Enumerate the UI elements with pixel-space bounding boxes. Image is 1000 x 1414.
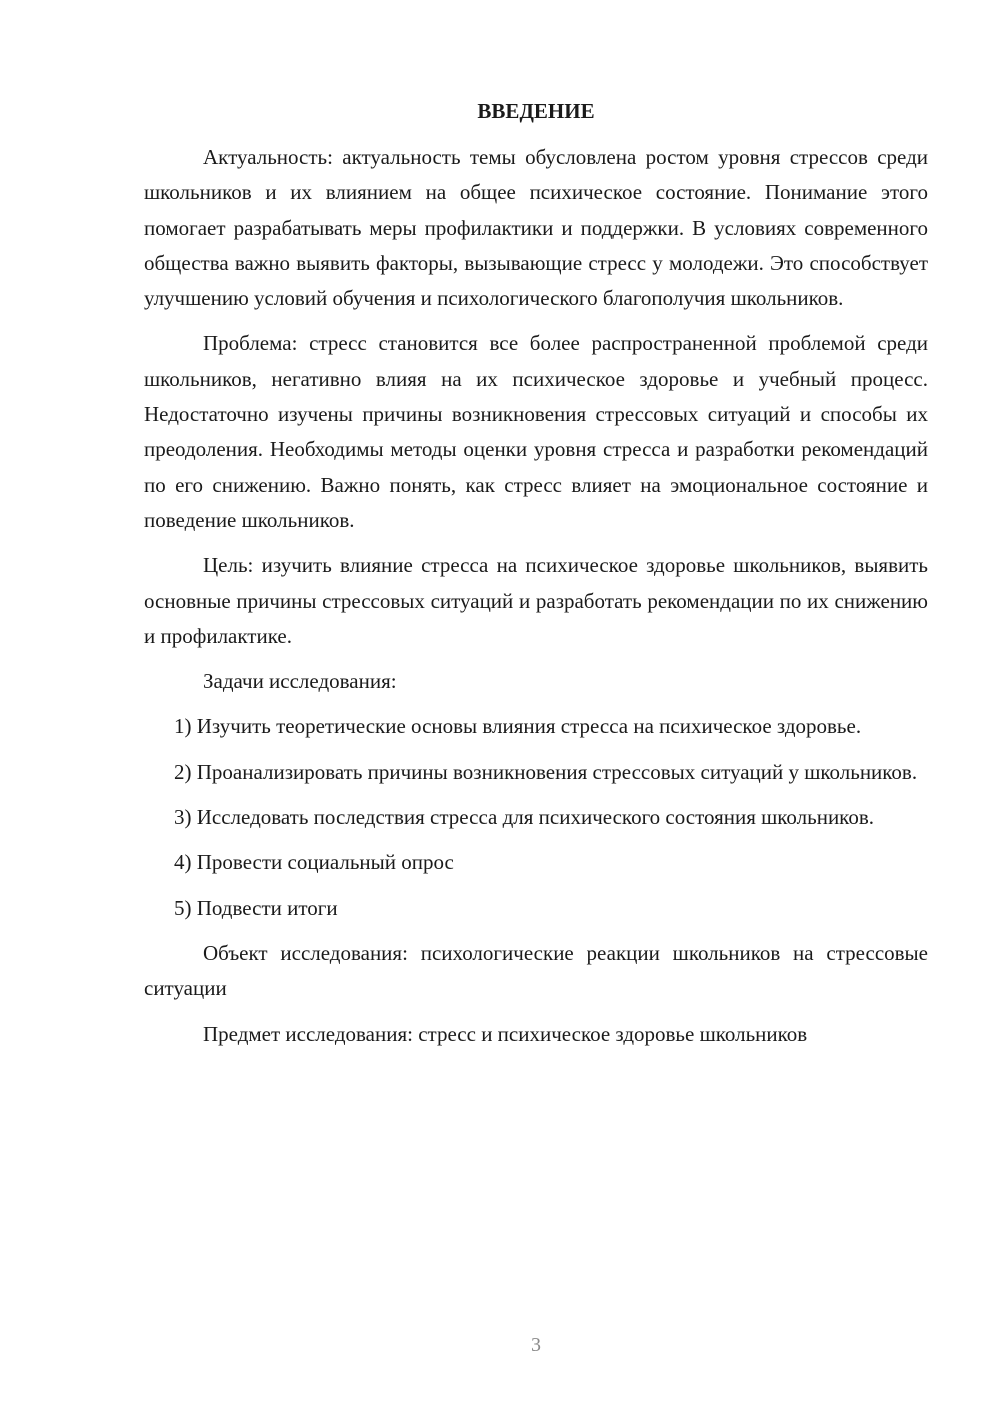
document-page (144, 92, 928, 1062)
tasks-heading: Задачи исследования: (203, 669, 397, 694)
task-item-4: 4) Провести социальный опрос (174, 850, 454, 875)
research-object-paragraph: Объект исследования: психологические реакции школьников на стрессовые ситуации (144, 940, 928, 1001)
goal-paragraph: Цель: изучить влияние стресса на психическое здоровье школьников, выявить основные причины стрессовых ситуаций и разработать рекомендации по их снижению и профилактике. (144, 553, 928, 648)
relevance-paragraph: Актуальность: актуальность темы обусловлена ростом уровня стрессов среди школьников и их влиянием на общее психическое состояние. Понимание этого помогает разрабатывать меры профилактики и поддержки. В условиях современного общества важно выявить факторы, вызывающие стресс у молодежи. Это способствует улучшению условий обучения и психологического благополучия школьников. (144, 145, 928, 311)
task-item-1: 1) Изучить теоретические основы влияния стресса на психическое здоровье. (174, 714, 862, 739)
task-item-2: 2) Проанализировать причины возникновения стрессовых ситуаций у школьников. (174, 759, 918, 784)
page-title: ВВЕДЕНИЕ (477, 99, 595, 123)
research-subject-paragraph: Предмет исследования: стресс и психическое здоровье школьников (203, 1021, 808, 1046)
task-item-3: 3) Исследовать последствия стресса для психического состояния школьников. (174, 805, 874, 830)
problem-paragraph: Проблема: стресс становится все более распространенной проблемой среди школьников, негативно влияя на их психическое здоровье и учебный процесс. Недостаточно изучены причины возникновения стрессовых ситуаций и способы их преодоления. Необходимы методы оценки уровня стресса и разработки рекомендаций по его снижению. Важно понять, как стресс влияет на эмоциональное состояние и поведение школьников. (144, 331, 928, 532)
page-number: 3 (531, 1334, 541, 1356)
task-item-5: 5) Подвести итоги (174, 895, 338, 920)
